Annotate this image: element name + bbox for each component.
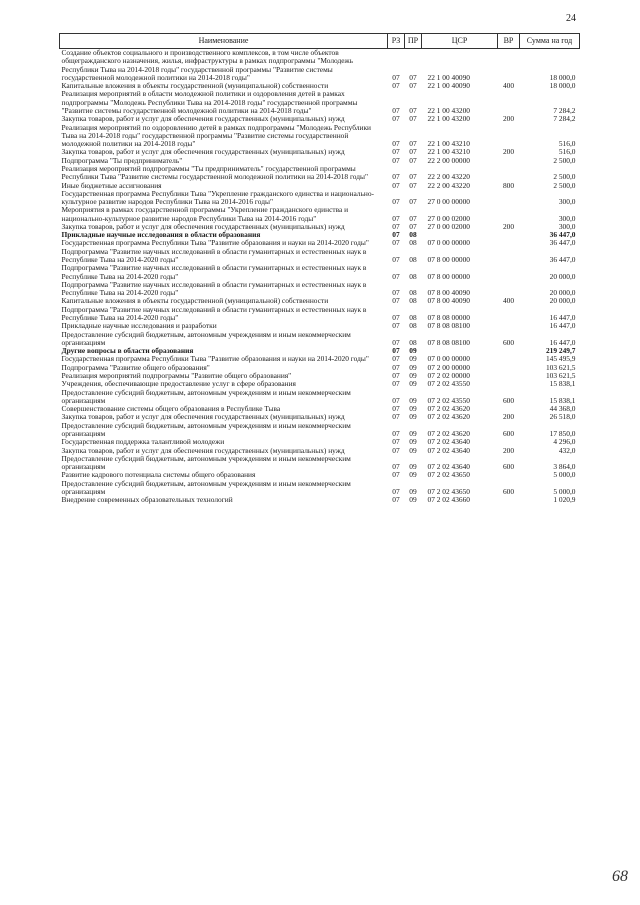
cell-name: Государственная программа Республики Тыва "Развитие образования и науки на 2014-2020 годы" — [61, 354, 369, 364]
cell-csr: 07 2 02 43550 — [427, 379, 470, 389]
cell-pr: 09 — [409, 428, 417, 438]
cell-rz: 07 — [392, 105, 400, 115]
cell-vr — [498, 380, 520, 388]
cell-pr: 07 — [409, 155, 417, 165]
cell-rz: 07 — [392, 486, 400, 496]
cell-rz: 07 — [392, 139, 400, 149]
cell-csr: 07 2 02 43620 — [427, 412, 470, 422]
cell-csr: 07 2 02 43660 — [427, 495, 470, 505]
header-sum: Сумма на год — [520, 34, 580, 49]
cell-rz: 07 — [392, 395, 400, 405]
cell-sum: 7 284,2 — [553, 105, 576, 115]
cell-pr: 07 — [409, 213, 417, 223]
cell-vr: 200 — [502, 114, 515, 124]
cell-sum: 15 838,1 — [549, 395, 576, 405]
table-row — [60, 90, 580, 115]
cell-name: Закупка товаров, работ и услуг для обеспечения государственных (муниципальных) нужд — [61, 412, 345, 422]
cell-rz: 07 — [392, 271, 400, 281]
cell-vr: 600 — [502, 486, 515, 496]
cell-vr: 200 — [502, 412, 515, 422]
cell-name: Подпрограмма "Развитие научных исследований в области гуманитарных и естественных наук в Республике Тыва на 2014-2020 годы" — [61, 246, 367, 265]
cell-sum: 2 500,0 — [553, 172, 576, 182]
cell-vr — [498, 264, 520, 281]
cell-rz: 07 — [392, 437, 400, 447]
table-row — [60, 206, 580, 223]
cell-vr — [498, 165, 520, 182]
cell-pr: 09 — [409, 495, 417, 505]
cell-sum: 300,0 — [558, 221, 576, 231]
table-row — [60, 331, 580, 348]
cell-name: Иные бюджетные ассигнования — [61, 180, 162, 190]
cell-rz: 07 — [392, 213, 400, 223]
table-body — [60, 49, 580, 505]
cell-vr — [498, 190, 520, 207]
cell-name: Капитальные вложения в объекты государственной (муниципальной) собственности — [61, 81, 329, 91]
cell-vr — [498, 372, 520, 380]
cell-sum: 2 500,0 — [553, 180, 576, 190]
cell-csr: 22 2 00 43220 — [427, 172, 470, 182]
cell-sum: 36 447,0 — [549, 230, 576, 240]
cell-name: Предоставление субсидий бюджетным, автономным учреждениям и иным некоммерческим организациям — [61, 387, 351, 405]
cell-csr: 07 2 02 43650 — [427, 470, 470, 480]
cell-pr: 07 — [409, 221, 417, 231]
cell-vr: 800 — [502, 180, 515, 190]
cell-rz: 07 — [392, 197, 400, 207]
cell-csr: 22 2 00 00000 — [427, 155, 470, 165]
cell-rz: 07 — [392, 72, 400, 82]
cell-pr: 07 — [409, 197, 417, 207]
cell-rz: 07 — [392, 114, 400, 124]
table-row — [60, 281, 580, 298]
cell-pr: 08 — [409, 230, 417, 240]
cell-sum: 516,0 — [558, 139, 576, 149]
cell-pr: 09 — [409, 462, 417, 472]
table-row — [60, 190, 580, 207]
cell-name: Предоставление субсидий бюджетным, автономным учреждениям и иным некоммерческим организациям — [61, 420, 351, 438]
cell-name: Предоставление субсидий бюджетным, автономным учреждениям и иным некоммерческим организациям — [61, 329, 351, 347]
cell-csr: 22 1 00 43200 — [427, 114, 470, 124]
cell-pr: 08 — [409, 238, 417, 248]
cell-sum: 103 621,5 — [545, 362, 576, 372]
cell-name: Реализация мероприятий подпрограммы "Ты предприниматель" государственной программы Республики Тыва "Развитие системы государственной молодежной политики на 2014-2018 годы" — [61, 163, 369, 182]
table-row — [60, 264, 580, 281]
header-vr: ВР — [498, 34, 520, 49]
cell-csr: 27 0 00 02000 — [427, 213, 470, 223]
table-row — [60, 480, 580, 497]
cell-csr: 22 1 00 40090 — [427, 72, 470, 82]
cell-pr: 09 — [409, 445, 417, 455]
cell-csr: 07 2 02 43620 — [427, 428, 470, 438]
cell-name: Другие вопросы в области образования — [61, 346, 194, 356]
cell-sum: 7 284,2 — [553, 114, 576, 124]
header-row — [60, 34, 580, 49]
cell-vr — [498, 90, 520, 115]
cell-rz: 07 — [392, 155, 400, 165]
cell-rz: 07 — [392, 412, 400, 422]
cell-name: Создание объектов социального и производственного комплексов, в том числе объектов общегражданского назначения, жилья, инфраструктуры в рамках подпрограммы "Молодежь Республики Тыва на 2014-2018 годы" государственной программы "Развитие системы государственной молодежной политики на 2014-2018 годы" — [61, 48, 354, 82]
table-row — [60, 306, 580, 323]
cell-pr: 07 — [409, 114, 417, 124]
cell-csr: 07 8 00 40090 — [427, 288, 470, 298]
cell-csr: 07 2 02 00000 — [427, 370, 470, 380]
cell-vr — [498, 471, 520, 479]
cell-rz: 07 — [392, 462, 400, 472]
cell-csr: 27 0 00 02000 — [427, 221, 470, 231]
cell-name: Предоставление субсидий бюджетным, автономным учреждениям и иным некоммерческим организациям — [61, 453, 351, 472]
cell-name: Совершенствование системы общего образования в Республике Тыва — [61, 404, 281, 414]
cell-pr: 09 — [409, 354, 417, 364]
cell-vr — [498, 355, 520, 363]
cell-sum: 4 296,0 — [553, 437, 576, 447]
cell-vr: 600 — [502, 428, 515, 438]
table-row — [60, 496, 580, 504]
cell-vr: 600 — [502, 395, 515, 405]
cell-rz: 07 — [392, 255, 400, 265]
cell-sum: 219 249,7 — [545, 346, 576, 356]
cell-csr: 07 8 08 00000 — [427, 313, 470, 322]
cell-csr: 22 1 00 40090 — [427, 81, 470, 91]
page-number: 24 — [566, 13, 576, 24]
cell-vr — [498, 49, 520, 83]
cell-sum: 1 020,9 — [553, 495, 576, 505]
cell-csr: 07 0 00 00000 — [427, 354, 470, 364]
cell-vr — [498, 248, 520, 265]
cell-name: Реализация мероприятий в области молодежной политики и оздоровления детей в рамках подпрограммы "Молодежь Республики Тыва на 2014-2018 годы" государственной программы "Развитие системы государственной молодежной политики на 2014-2018 годы" — [61, 89, 358, 115]
cell-name: Реализация мероприятий по оздоровлению детей в рамках подпрограммы "Молодежь Республики Тыва на 2014-2018 годы" государственной программы "Развитие системы государственной молодежной политики на 2014-2018 годы" — [61, 122, 372, 149]
cell-csr: 22 1 00 43200 — [427, 105, 470, 115]
cell-vr — [498, 231, 520, 239]
cell-name: Подпрограмма "Развитие научных исследований в области гуманитарных и естественных наук в Республике Тыва на 2014-2020 годы" — [61, 279, 367, 298]
cell-sum: 44 368,0 — [549, 404, 576, 414]
cell-rz: 07 — [392, 404, 400, 414]
cell-rz: 07 — [392, 296, 400, 306]
cell-sum: 36 447,0 — [549, 238, 576, 248]
cell-rz: 07 — [392, 354, 400, 364]
cell-rz: 07 — [392, 470, 400, 480]
cell-csr: 07 8 08 08100 — [427, 321, 470, 331]
cell-name: Прикладные научные исследования в области образования — [61, 230, 261, 240]
cell-vr — [498, 306, 520, 323]
cell-csr: 07 2 02 43640 — [427, 445, 470, 455]
header-pr: ПР — [405, 34, 422, 49]
cell-name: Закупка товаров, работ и услуг для обеспечения государственных (муниципальных) нужд — [61, 445, 345, 455]
cell-name: Внедрение современных образовательных технологий — [61, 495, 233, 505]
cell-csr: 22 1 00 43210 — [427, 139, 470, 149]
cell-pr: 09 — [409, 404, 417, 414]
cell-vr — [498, 347, 520, 355]
cell-rz: 07 — [392, 172, 400, 182]
handwritten-page-mark: 68 — [612, 868, 628, 885]
cell-sum: 103 621,5 — [545, 370, 576, 380]
cell-pr: 07 — [409, 105, 417, 115]
cell-pr: 08 — [409, 255, 417, 265]
table-header — [60, 34, 580, 49]
cell-vr — [498, 124, 520, 149]
cell-sum: 16 447,0 — [549, 337, 576, 347]
cell-name: Учреждения, обеспечивающие предоставление услуг в сфере образования — [61, 379, 296, 389]
cell-sum: 516,0 — [558, 147, 576, 157]
cell-csr: 07 2 00 00000 — [427, 362, 470, 372]
cell-name: Государственная программа Республики Тыва "Развитие образования и науки на 2014-2020 годы" — [61, 238, 369, 248]
table-row — [60, 124, 580, 149]
cell-name: Мероприятия в рамках государственной программы "Укрепление гражданского единства и национально-культурное развитие народов Республики Тыва на 2014-2016 годы" — [61, 205, 349, 223]
cell-rz: 07 — [392, 379, 400, 389]
cell-vr: 200 — [502, 221, 515, 231]
cell-csr: 07 2 02 43550 — [427, 395, 470, 405]
cell-pr: 09 — [409, 486, 417, 496]
cell-name: Реализация мероприятий подпрограммы "Развитие общего образования" — [61, 370, 292, 380]
cell-vr — [498, 364, 520, 372]
budget-table — [59, 33, 580, 504]
cell-sum: 16 447,0 — [549, 321, 576, 331]
cell-name: Развитие кадрового потенциала системы общего образования — [61, 470, 256, 480]
header-csr: ЦСР — [422, 34, 498, 49]
cell-pr: 07 — [409, 72, 417, 82]
cell-sum: 20 000,0 — [549, 296, 576, 306]
cell-sum: 15 838,1 — [549, 379, 576, 389]
cell-rz: 07 — [392, 221, 400, 231]
cell-sum: 145 495,9 — [545, 354, 576, 364]
cell-vr — [498, 157, 520, 165]
cell-rz: 07 — [392, 321, 400, 331]
cell-vr: 200 — [502, 147, 515, 157]
cell-name: Закупка товаров, работ и услуг для обеспечения государственных (муниципальных) нужд — [61, 147, 345, 157]
cell-csr: 07 8 08 08100 — [427, 337, 470, 347]
cell-pr: 09 — [409, 362, 417, 372]
cell-rz: 07 — [392, 230, 400, 240]
cell-pr: 08 — [409, 288, 417, 298]
cell-pr: 08 — [409, 296, 417, 306]
cell-vr: 400 — [502, 296, 515, 306]
cell-pr: 07 — [409, 81, 417, 91]
cell-vr: 200 — [502, 445, 515, 455]
header-name: Наименование — [60, 34, 388, 49]
cell-sum: 26 518,0 — [549, 412, 576, 422]
cell-sum: 18 000,0 — [549, 81, 576, 91]
cell-sum: 432,0 — [558, 445, 576, 455]
cell-csr: 07 8 00 40090 — [427, 296, 470, 306]
cell-rz: 07 — [392, 445, 400, 455]
cell-rz: 07 — [392, 337, 400, 347]
cell-pr: 09 — [409, 370, 417, 380]
cell-sum: 36 447,0 — [549, 255, 576, 265]
cell-csr: 07 2 02 43640 — [427, 437, 470, 447]
cell-vr — [498, 206, 520, 223]
table-row — [60, 49, 580, 83]
cell-csr: 07 8 00 00000 — [427, 271, 470, 281]
cell-csr: 07 2 02 43640 — [427, 462, 470, 472]
cell-pr: 09 — [409, 470, 417, 480]
cell-rz: 07 — [392, 313, 400, 322]
cell-vr — [498, 239, 520, 247]
cell-pr: 08 — [409, 271, 417, 281]
cell-pr: 08 — [409, 321, 417, 331]
cell-rz: 07 — [392, 147, 400, 157]
cell-rz: 07 — [392, 81, 400, 91]
cell-pr: 09 — [409, 437, 417, 447]
cell-vr — [498, 322, 520, 330]
cell-rz: 07 — [392, 495, 400, 505]
cell-sum: 3 864,0 — [553, 462, 576, 472]
cell-name: Подпрограмма "Развитие научных исследований в области гуманитарных и естественных наук в Республике Тыва на 2014-2020 годы" — [61, 304, 367, 322]
cell-sum: 20 000,0 — [549, 288, 576, 298]
cell-vr: 600 — [502, 337, 515, 347]
cell-name: Закупка товаров, работ и услуг для обеспечения государственных (муниципальных) нужд — [61, 221, 345, 231]
cell-pr: 09 — [409, 379, 417, 389]
cell-sum: 16 447,0 — [549, 313, 576, 322]
table-row — [60, 165, 580, 182]
cell-csr: 22 2 00 43220 — [427, 180, 470, 190]
cell-csr: 07 2 02 43650 — [427, 486, 470, 496]
cell-csr: 07 2 02 43620 — [427, 404, 470, 414]
cell-pr: 08 — [409, 337, 417, 347]
cell-name: Капитальные вложения в объекты государственной (муниципальной) собственности — [61, 296, 329, 306]
cell-vr: 400 — [502, 81, 515, 91]
cell-sum: 5 000,0 — [553, 470, 576, 480]
cell-name: Подпрограмма "Развитие общего образования" — [61, 362, 210, 372]
cell-csr: 22 1 00 43210 — [427, 147, 470, 157]
cell-rz: 07 — [392, 238, 400, 248]
cell-vr — [498, 496, 520, 504]
header-rz: РЗ — [388, 34, 405, 49]
cell-pr: 07 — [409, 172, 417, 182]
cell-vr: 600 — [502, 462, 515, 472]
cell-pr: 07 — [409, 139, 417, 149]
cell-name: Подпрограмма "Развитие научных исследований в области гуманитарных и естественных наук в Республике Тыва на 2014-2020 годы" — [61, 263, 367, 281]
cell-csr: 07 0 00 00000 — [427, 238, 470, 248]
cell-name: Подпрограмма "Ты предприниматель" — [61, 155, 183, 165]
cell-rz: 07 — [392, 370, 400, 380]
cell-sum: 2 500,0 — [553, 155, 576, 165]
cell-rz: 07 — [392, 362, 400, 372]
cell-pr: 08 — [409, 313, 417, 322]
cell-sum: 18 000,0 — [549, 72, 576, 82]
cell-rz: 07 — [392, 346, 400, 356]
cell-name: Предоставление субсидий бюджетным, автономным учреждениям и иным некоммерческим организациям — [61, 478, 351, 496]
cell-rz: 07 — [392, 428, 400, 438]
cell-name: Государственная поддержка талантливой молодежи — [61, 437, 225, 447]
cell-name: Прикладные научные исследования и разработки — [61, 321, 217, 331]
cell-name: Государственная программа Республики Тыва "Укрепление гражданского единства и национально-культурное развитие народов Республики Тыва на 2014-2016 годы" — [61, 188, 374, 207]
cell-rz: 07 — [392, 288, 400, 298]
table-row — [60, 389, 580, 406]
cell-sum: 20 000,0 — [549, 271, 576, 281]
table-row — [60, 422, 580, 439]
table-row — [60, 248, 580, 265]
cell-pr: 09 — [409, 395, 417, 405]
cell-sum: 5 000,0 — [553, 486, 576, 496]
cell-pr: 07 — [409, 180, 417, 190]
cell-pr: 09 — [409, 346, 417, 356]
table-row — [60, 455, 580, 472]
cell-csr: 07 8 00 00000 — [427, 255, 470, 265]
cell-sum: 17 850,0 — [549, 428, 576, 438]
cell-pr: 09 — [409, 412, 417, 422]
cell-rz: 07 — [392, 180, 400, 190]
cell-pr: 07 — [409, 147, 417, 157]
cell-sum: 300,0 — [558, 213, 576, 223]
cell-vr — [498, 281, 520, 298]
cell-csr: 27 0 00 00000 — [427, 197, 470, 207]
cell-sum: 300,0 — [558, 197, 576, 207]
cell-name: Закупка товаров, работ и услуг для обеспечения государственных (муниципальных) нужд — [61, 114, 345, 124]
